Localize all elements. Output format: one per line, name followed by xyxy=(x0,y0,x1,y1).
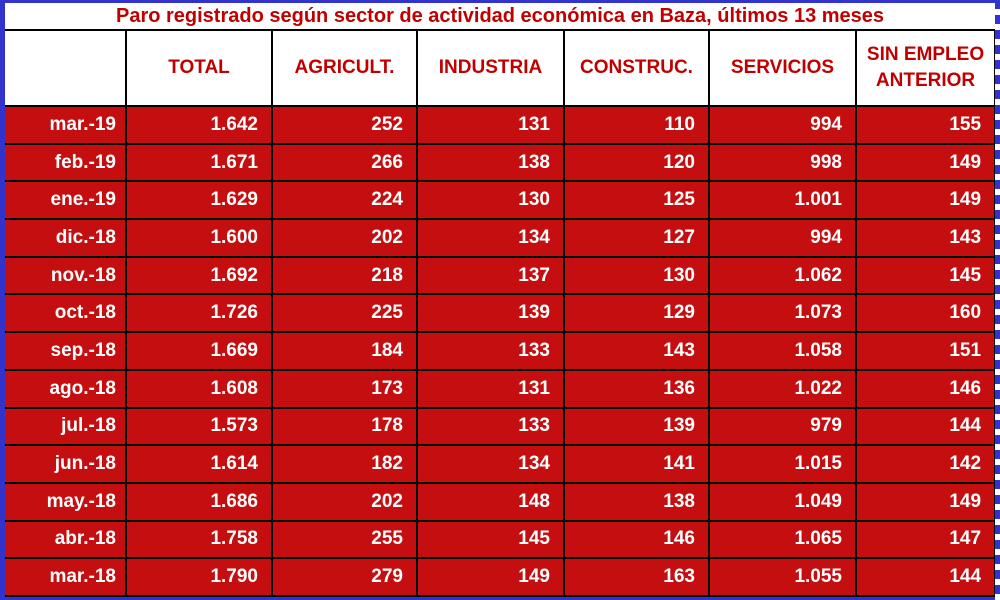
data-cell: 149 xyxy=(856,181,995,219)
data-cell: 134 xyxy=(417,219,564,257)
column-header: INDUSTRIA xyxy=(417,30,564,106)
data-cell: 130 xyxy=(564,257,709,295)
page-break-dashed-border xyxy=(995,0,1000,600)
data-cell: 255 xyxy=(272,521,417,559)
data-cell: 110 xyxy=(564,106,709,144)
data-cell: 138 xyxy=(417,144,564,182)
data-cell: 1.758 xyxy=(126,521,272,559)
data-cell: 1.001 xyxy=(709,181,856,219)
data-cell: 1.022 xyxy=(709,370,856,408)
column-header: SERVICIOS xyxy=(709,30,856,106)
column-header: CONSTRUC. xyxy=(564,30,709,106)
data-cell: 131 xyxy=(417,370,564,408)
table-row xyxy=(5,408,995,446)
data-cell: 160 xyxy=(856,294,995,332)
data-cell: 146 xyxy=(564,521,709,559)
data-cell: 178 xyxy=(272,408,417,446)
data-cell: 145 xyxy=(856,257,995,295)
month-cell: abr.-18 xyxy=(5,521,126,559)
data-cell: 139 xyxy=(417,294,564,332)
data-cell: 148 xyxy=(417,483,564,521)
data-cell: 1.055 xyxy=(709,558,856,596)
unemployment-table xyxy=(5,3,996,597)
column-header: SIN EMPLEO ANTERIOR xyxy=(856,30,995,106)
data-cell: 130 xyxy=(417,181,564,219)
data-cell: 182 xyxy=(272,445,417,483)
data-cell: 1.790 xyxy=(126,558,272,596)
month-cell: mar.-18 xyxy=(5,558,126,596)
data-cell: 994 xyxy=(709,219,856,257)
month-cell: oct.-18 xyxy=(5,294,126,332)
column-header: TOTAL xyxy=(126,30,272,106)
data-cell: 994 xyxy=(709,106,856,144)
table-row xyxy=(5,370,995,408)
data-cell: 120 xyxy=(564,144,709,182)
data-cell: 279 xyxy=(272,558,417,596)
data-cell: 1.573 xyxy=(126,408,272,446)
data-cell: 136 xyxy=(564,370,709,408)
data-cell: 998 xyxy=(709,144,856,182)
data-cell: 134 xyxy=(417,445,564,483)
data-cell: 1.049 xyxy=(709,483,856,521)
month-cell: ene.-19 xyxy=(5,181,126,219)
data-cell: 979 xyxy=(709,408,856,446)
month-cell: nov.-18 xyxy=(5,257,126,295)
data-cell: 129 xyxy=(564,294,709,332)
data-cell: 1.629 xyxy=(126,181,272,219)
data-cell: 1.600 xyxy=(126,219,272,257)
data-cell: 145 xyxy=(417,521,564,559)
data-cell: 1.062 xyxy=(709,257,856,295)
data-cell: 149 xyxy=(856,144,995,182)
data-cell: 1.614 xyxy=(126,445,272,483)
table-row xyxy=(5,483,995,521)
column-header: AGRICULT. xyxy=(272,30,417,106)
data-cell: 149 xyxy=(417,558,564,596)
data-cell: 146 xyxy=(856,370,995,408)
title-row xyxy=(5,3,995,30)
month-cell: may.-18 xyxy=(5,483,126,521)
data-cell: 137 xyxy=(417,257,564,295)
data-cell: 225 xyxy=(272,294,417,332)
data-cell: 1.073 xyxy=(709,294,856,332)
data-cell: 252 xyxy=(272,106,417,144)
data-cell: 149 xyxy=(856,483,995,521)
data-cell: 133 xyxy=(417,408,564,446)
data-cell: 144 xyxy=(856,558,995,596)
table-row xyxy=(5,332,995,370)
data-cell: 266 xyxy=(272,144,417,182)
data-cell: 1.065 xyxy=(709,521,856,559)
data-cell: 151 xyxy=(856,332,995,370)
data-cell: 1.686 xyxy=(126,483,272,521)
data-cell: 155 xyxy=(856,106,995,144)
data-cell: 131 xyxy=(417,106,564,144)
month-cell: jul.-18 xyxy=(5,408,126,446)
table-row xyxy=(5,181,995,219)
data-cell: 1.669 xyxy=(126,332,272,370)
month-cell: jun.-18 xyxy=(5,445,126,483)
data-cell: 1.608 xyxy=(126,370,272,408)
data-cell: 143 xyxy=(564,332,709,370)
corner-cell xyxy=(5,30,126,106)
table-row xyxy=(5,558,995,596)
data-cell: 142 xyxy=(856,445,995,483)
header-row xyxy=(5,30,995,106)
data-cell: 125 xyxy=(564,181,709,219)
data-cell: 147 xyxy=(856,521,995,559)
data-cell: 1.058 xyxy=(709,332,856,370)
data-cell: 138 xyxy=(564,483,709,521)
table-body xyxy=(5,106,995,596)
data-cell: 163 xyxy=(564,558,709,596)
month-cell: ago.-18 xyxy=(5,370,126,408)
data-cell: 218 xyxy=(272,257,417,295)
data-cell: 127 xyxy=(564,219,709,257)
table-row xyxy=(5,144,995,182)
data-cell: 202 xyxy=(272,483,417,521)
data-cell: 1.015 xyxy=(709,445,856,483)
data-cell: 224 xyxy=(272,181,417,219)
table-row xyxy=(5,294,995,332)
table-row xyxy=(5,219,995,257)
table-row xyxy=(5,521,995,559)
data-cell: 173 xyxy=(272,370,417,408)
data-cell: 133 xyxy=(417,332,564,370)
data-cell: 184 xyxy=(272,332,417,370)
data-cell: 1.726 xyxy=(126,294,272,332)
data-cell: 143 xyxy=(856,219,995,257)
month-cell: mar.-19 xyxy=(5,106,126,144)
month-cell: dic.-18 xyxy=(5,219,126,257)
table-row xyxy=(5,257,995,295)
data-cell: 1.642 xyxy=(126,106,272,144)
table-row xyxy=(5,445,995,483)
data-cell: 1.671 xyxy=(126,144,272,182)
data-cell: 1.692 xyxy=(126,257,272,295)
data-cell: 202 xyxy=(272,219,417,257)
data-cell: 144 xyxy=(856,408,995,446)
data-cell: 139 xyxy=(564,408,709,446)
month-cell: sep.-18 xyxy=(5,332,126,370)
table-title: Paro registrado según sector de actividad económica en Baza, últimos 13 meses xyxy=(5,3,995,30)
table-row xyxy=(5,106,995,144)
data-cell: 141 xyxy=(564,445,709,483)
month-cell: feb.-19 xyxy=(5,144,126,182)
